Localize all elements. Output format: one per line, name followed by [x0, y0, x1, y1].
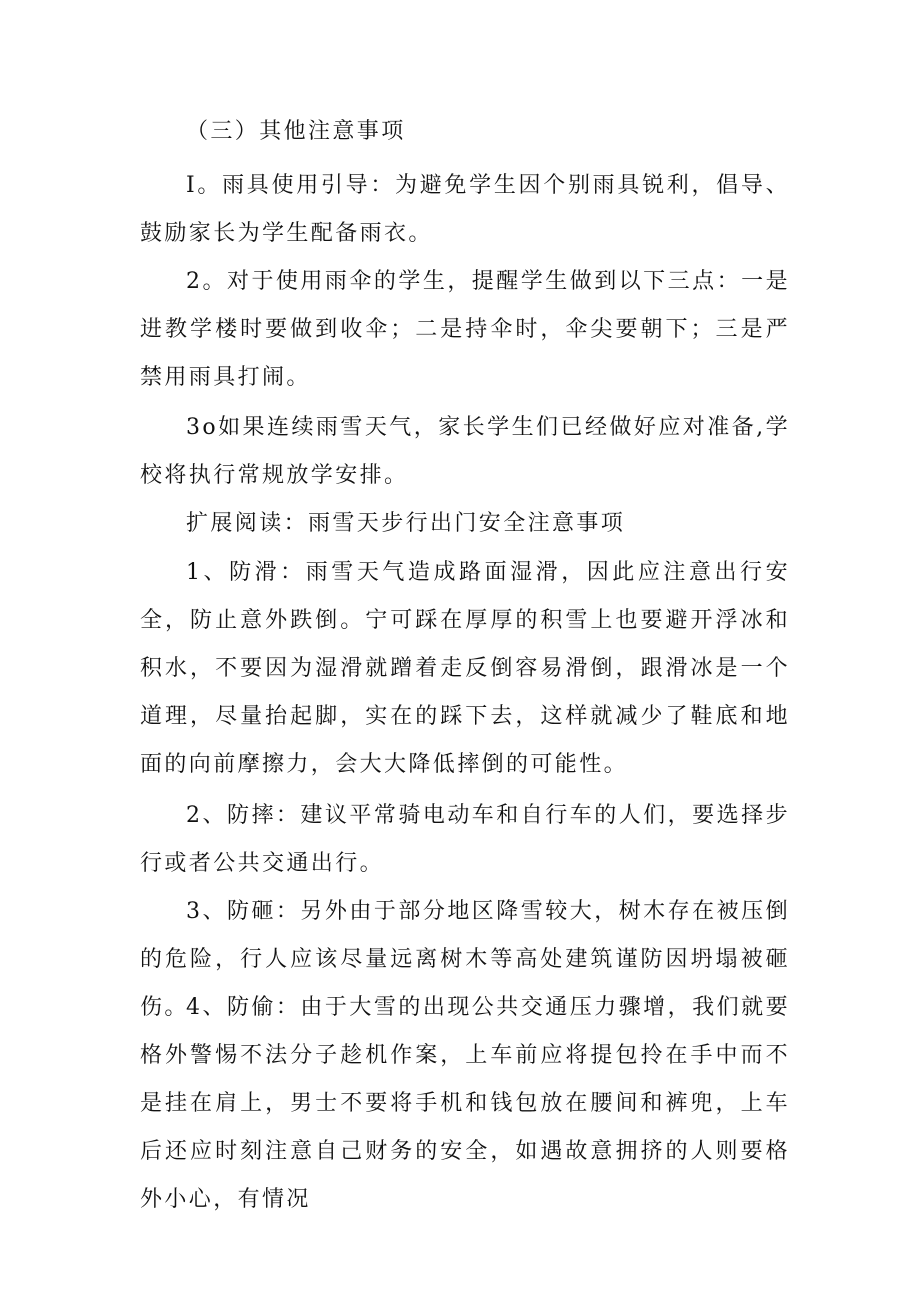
paragraph-anti-falling-objects: 3、防砸：另外由于部分地区降雪较大，树木存在被压倒的危险，行人应该尽量远离树木等高处建筑谨防因坍塌被砸伤。	[140, 899, 790, 1020]
paragraph-anti-fall: 2、防摔：建议平常骑电动车和自行车的人们，要选择步行或者公共交通出行。	[140, 803, 790, 876]
paragraph-rain-gear: I。雨具使用引导：为避免学生因个别雨具锐利，倡导、鼓励家长为学生配备雨衣。	[140, 173, 790, 246]
paragraph-umbrella-rules: 2。对于使用雨伞的学生，提醒学生做到以下三点：一是进教学楼时要做到收伞；二是持伞时，伞尖要朝下；三是严禁用雨具打闹。	[140, 269, 790, 390]
paragraph-dismissal: 3o如果连续雨雪天气，家长学生们已经做好应对准备,学校将执行常规放学安排。	[140, 415, 790, 488]
section-heading: （三）其他注意事项	[186, 119, 406, 144]
paragraph-anti-slip: 1、防滑：雨雪天气造成路面湿滑，因此应注意出行安全，防止意外跌倒。宁可踩在厚厚的积雪上也要避开浮冰和积水，不要因为湿滑就蹭着走反倒容易滑倒，跟滑冰是一个道理，尽量抬起脚，实在的踩下去，这样就减少了鞋底和地面的向前摩擦力，会大大降低摔倒的可能性。	[140, 560, 790, 777]
paragraph-extended-reading-title: 扩展阅读：雨雪天步行出门安全注意事项	[186, 511, 626, 536]
paragraph-anti-theft: 4、防偷：由于大雪的出现公共交通压力骤增，我们就要格外警惕不法分子趁机作案，上车前应将提包拎在手中而不是挂在肩上，男士不要将手机和钱包放在腰间和裤兜，上车后还应时刻注意自己财务的安全，如遇故意拥挤的人则要格外小心，有情况	[140, 995, 790, 1212]
